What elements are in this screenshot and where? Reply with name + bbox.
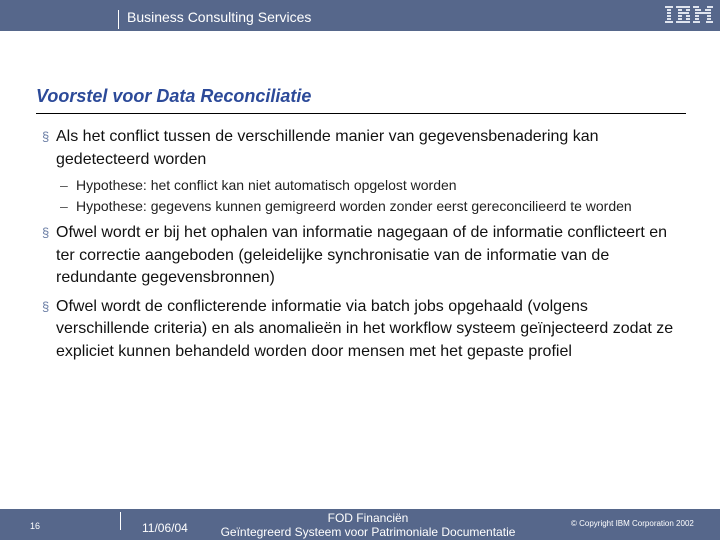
footer-organization [208, 511, 528, 539]
bullet-marker: § [42, 129, 50, 144]
bullet-item [42, 296, 682, 364]
bullet-item [42, 222, 682, 290]
sub-bullet-text: Hypothese: gegevens kunnen gemigreerd worden zonder eerst gereconcilieerd te worden [76, 198, 632, 214]
bullet-text: Ofwel wordt er bij het ophalen van informatie nagegaan of de informatie conflicteert en ter correctie aangeboden (geleidelijke synchronisatie van de informatie van de redundante gegevensbronnen) [56, 224, 668, 286]
bullet-marker: § [42, 298, 50, 314]
sub-bullet-marker: – [60, 198, 68, 214]
page-number: 16 [30, 521, 41, 531]
sub-bullet-text: Hypothese: het conflict kan niet automatisch opgelost worden [76, 177, 457, 193]
header-bar [0, 0, 720, 31]
sub-bullet-list [42, 175, 682, 217]
sub-bullet-marker: – [60, 177, 68, 193]
slide-title: Voorstel voor Data Reconciliatie [36, 86, 312, 106]
ibm-logo-icon [664, 3, 716, 27]
footer-date: 11/06/04 [142, 521, 188, 535]
bullet-text: Ofwel wordt de conflicterende informatie via batch jobs opgehaald (volgens verschillende criteria) en als anomalieën in het workflow systeem geïnjecteerd zodat ze expliciet kunnen behandeld worden door mensen met het gepaste profiel [56, 297, 674, 360]
bullet-item [42, 126, 682, 171]
sub-bullet-item [42, 175, 682, 196]
footer-copyright: © Copyright IBM Corporation 2002 [571, 519, 694, 528]
footer-org-line: FOD Financiën [327, 511, 409, 525]
sub-bullet-item [42, 196, 682, 217]
slide-content [42, 126, 682, 364]
header-title: Business Consulting Services [127, 9, 312, 25]
header-divider [118, 10, 119, 29]
title-divider [36, 113, 686, 114]
footer-divider [120, 512, 121, 530]
bullet-text: Als het conflict tussen de verschillende manier van gegevensbenadering kan gedetecteerd worden [56, 128, 599, 168]
footer-org-line: Geïntegreerd Systeem voor Patrimoniale Documentatie [220, 525, 516, 539]
bullet-marker: § [42, 225, 50, 240]
